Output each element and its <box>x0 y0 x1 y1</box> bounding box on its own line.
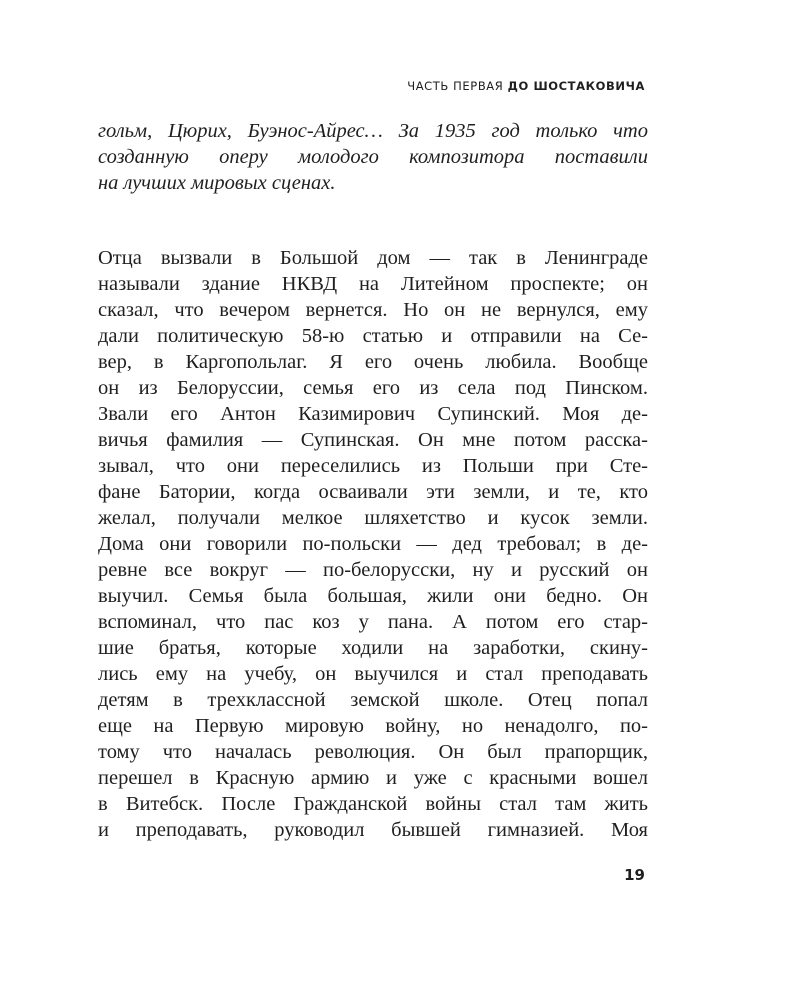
body-paragraph <box>98 245 648 843</box>
body-line: Отца вызвали в Большой дом — так в Ленинграде <box>98 247 648 269</box>
body-line: он из Белоруссии, семья его из села под Пинском. <box>98 377 648 399</box>
body-line: называли здание НКВД на Литейном проспекте; он <box>98 273 648 295</box>
body-line: вер, в Каргопольлаг. Я его очень любила. Вообще <box>98 351 648 373</box>
body-line: перешел в Красную армию и уже с красными вошел <box>98 767 648 789</box>
body-line: шие братья, которые ходили на заработки, скину- <box>98 637 648 659</box>
body-line: и преподавать, руководил бывшей гимназией. Моя <box>98 819 648 841</box>
body-line: Звали его Антон Казимирович Супинский. Моя де- <box>98 403 648 425</box>
italic-line: на лучших мировых сценах. <box>98 172 336 194</box>
body-line: тому что началась революция. Он был прапорщик, <box>98 741 648 763</box>
running-head-part: ЧАСТЬ ПЕРВАЯ <box>407 79 504 93</box>
running-head-chapter: ДО ШОСТАКОВИЧА <box>507 79 645 93</box>
body-line: еще на Первую мировую войну, но ненадолго, по- <box>98 715 648 737</box>
body-line: фане Батории, когда осваивали эти земли, и те, кто <box>98 481 648 503</box>
italic-line: гольм, Цюрих, Буэнос-Айрес… За 1935 год только что <box>98 120 648 142</box>
body-line: вспоминал, что пас коз у пана. А потом его стар- <box>98 611 648 633</box>
body-line: выучил. Семья была большая, жили они бедно. Он <box>98 585 648 607</box>
body-line: сказал, что вечером вернется. Но он не вернулся, ему <box>98 299 648 321</box>
italic-line: созданную оперу молодого композитора поставили <box>98 146 648 168</box>
body-line: лись ему на учебу, он выучился и стал преподавать <box>98 663 648 685</box>
body-line: в Витебск. После Гражданской войны стал там жить <box>98 793 648 815</box>
page-number: 19 <box>624 866 645 884</box>
body-line: детям в трехклассной земской школе. Отец попал <box>98 689 648 711</box>
body-line: вичья фамилия — Супинская. Он мне потом расска- <box>98 429 648 451</box>
body-line: дали политическую 58-ю статью и отправили на Се- <box>98 325 648 347</box>
body-line: Дома они говорили по-польски — дед требовал; в де- <box>98 533 648 555</box>
body-line: ревне все вокруг — по-белорусски, ну и русский он <box>98 559 648 581</box>
body-line: желал, получали мелкое шляхетство и кусок земли. <box>98 507 648 529</box>
italic-paragraph <box>98 118 648 196</box>
running-head <box>407 79 645 93</box>
body-line: зывал, что они переселились из Польши при Сте- <box>98 455 648 477</box>
